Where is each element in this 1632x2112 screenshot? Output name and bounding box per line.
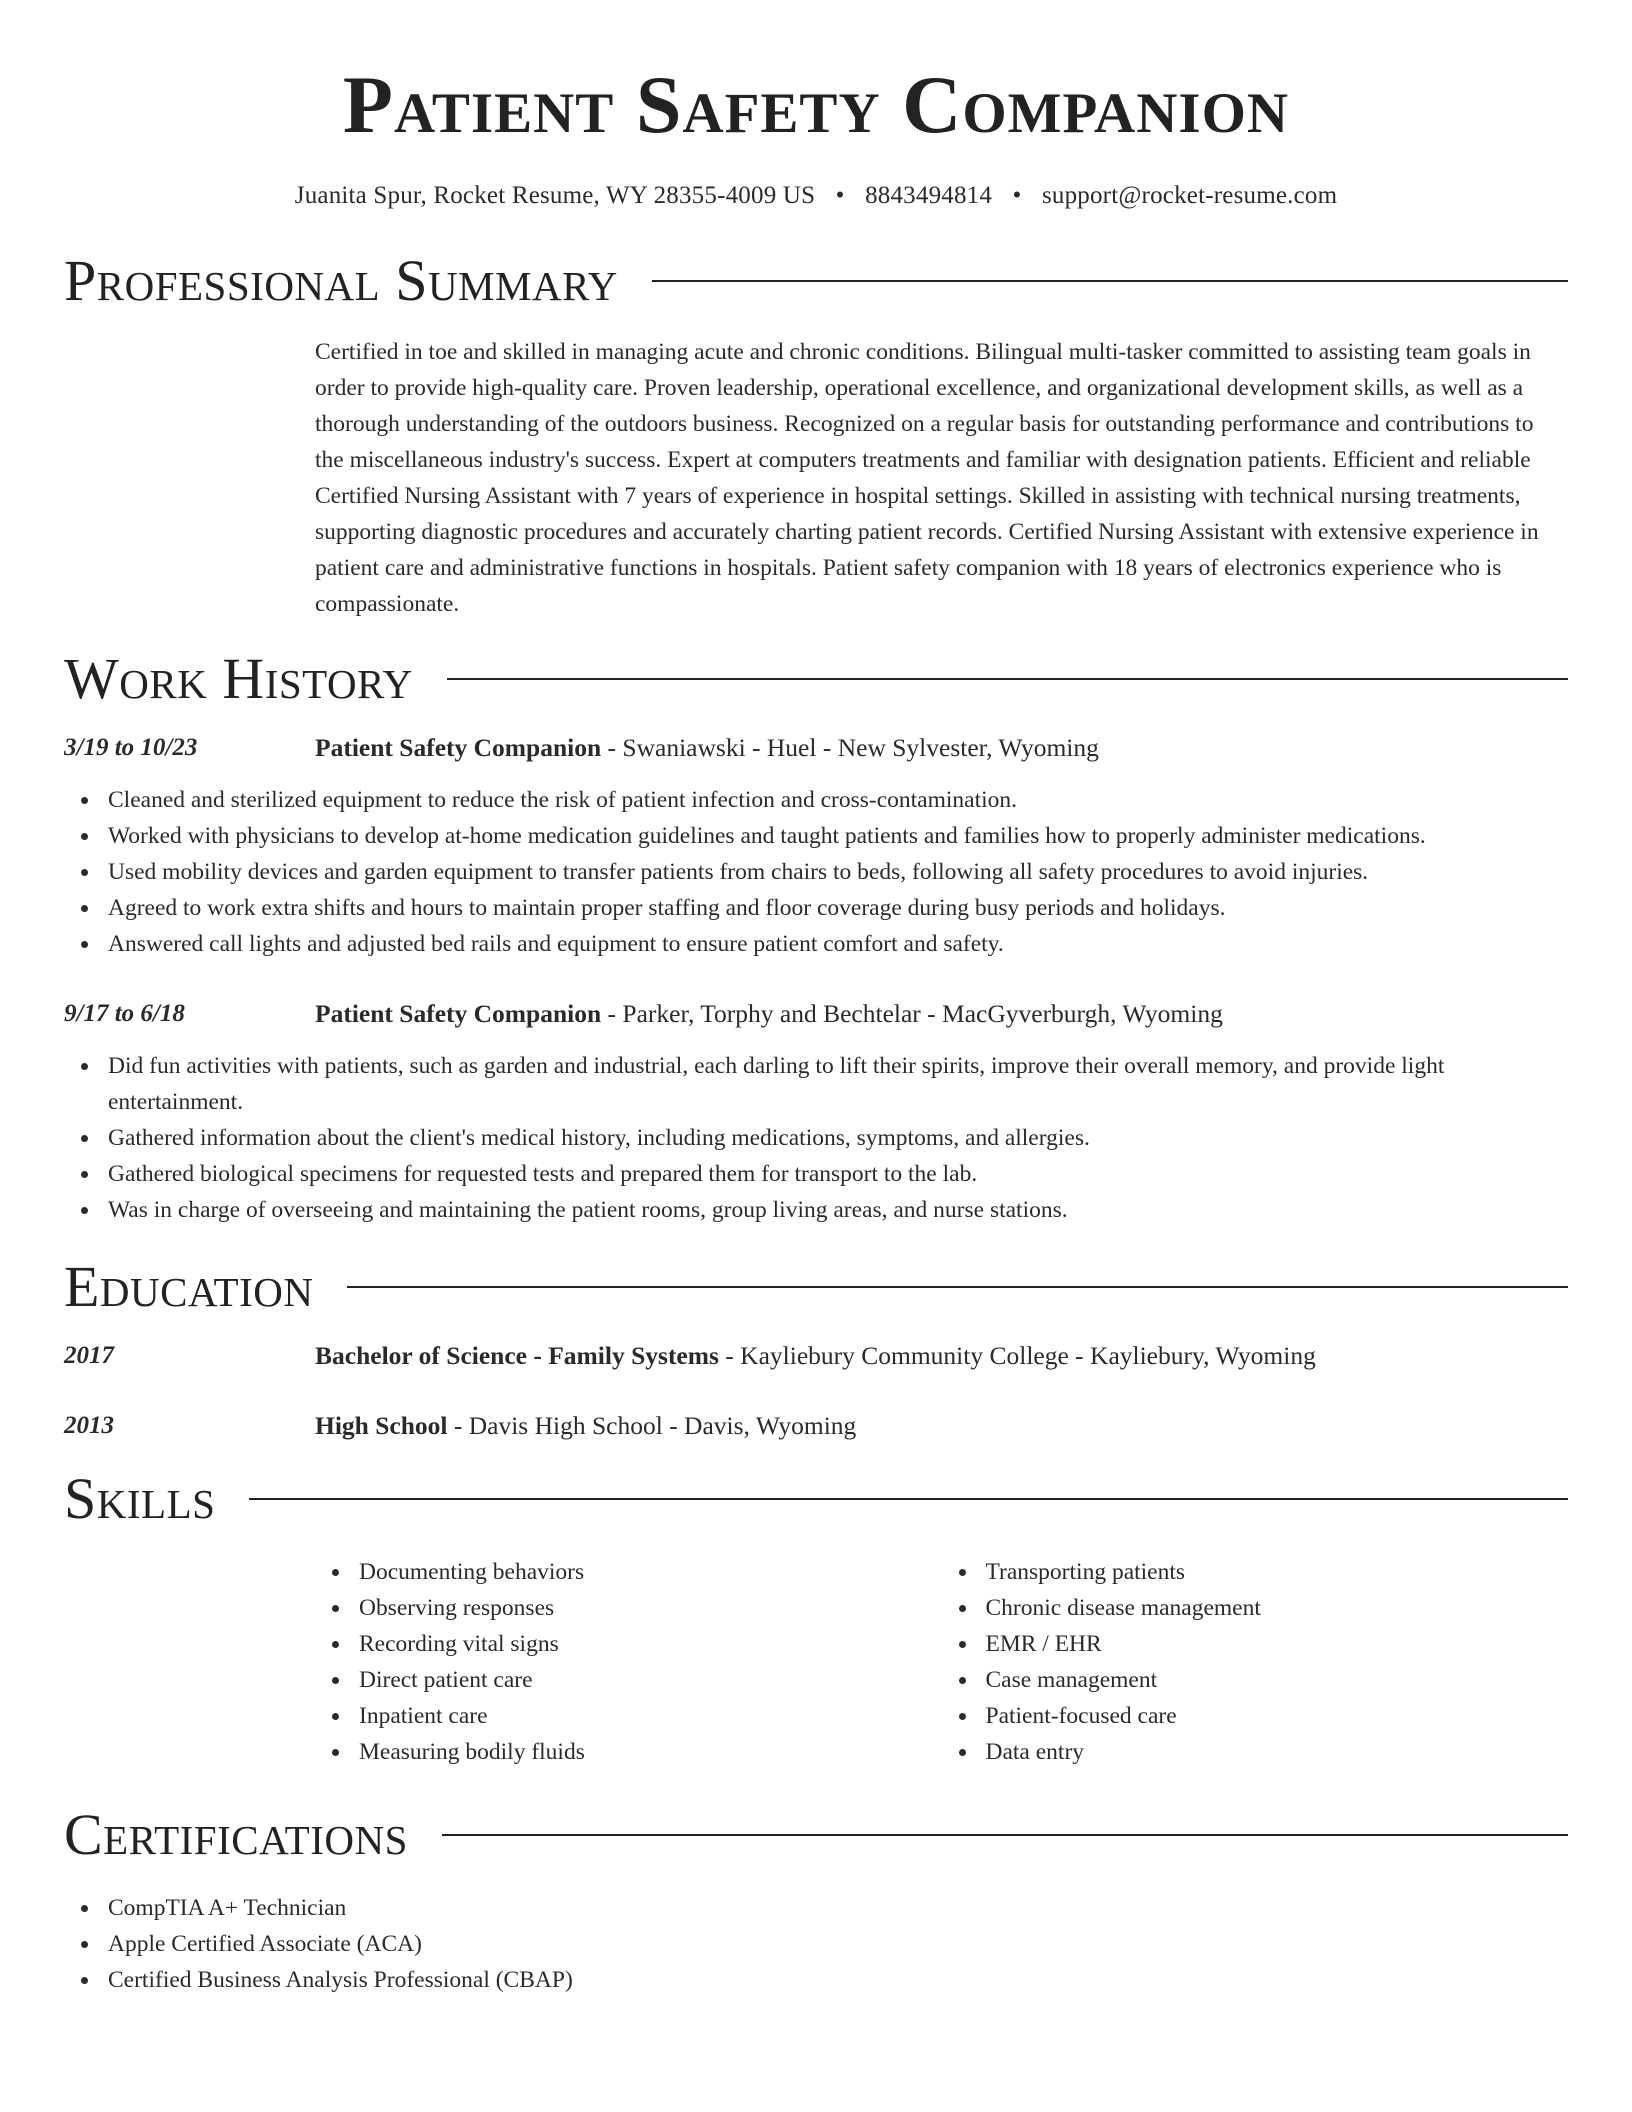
work-details: - Swaniawski - Huel - New Sylvester, Wyoming	[601, 733, 1099, 762]
list-item: Was in charge of overseeing and maintaining the patient rooms, group living areas, and nurse stations.	[108, 1192, 1568, 1228]
work-details: - Parker, Torphy and Bechtelar - MacGyverburgh, Wyoming	[601, 999, 1223, 1028]
section-summary-header	[64, 248, 1568, 313]
work-bullets	[64, 782, 1568, 962]
skill-item: Measuring bodily fluids	[359, 1734, 942, 1770]
skills-column-right	[942, 1554, 1569, 1770]
section-divider	[652, 280, 1568, 282]
education-entry	[64, 1338, 1568, 1374]
section-divider	[249, 1498, 1568, 1500]
section-summary-title: Professional Summary	[64, 248, 618, 313]
education-details: - Davis High School - Davis, Wyoming	[447, 1411, 857, 1440]
section-skills-title: Skills	[64, 1466, 216, 1531]
work-entry	[64, 730, 1568, 962]
skill-item: Observing responses	[359, 1590, 942, 1626]
education-line	[315, 1338, 1316, 1374]
list-item: Gathered biological specimens for requested tests and prepared them for transport to the lab.	[108, 1156, 1568, 1192]
section-education-title: Education	[64, 1254, 314, 1319]
work-title: Patient Safety Companion	[315, 733, 602, 762]
work-title-line	[315, 996, 1223, 1032]
resume-name: Patient Safety Companion	[342, 59, 1290, 150]
contact-separator: •	[835, 182, 845, 209]
work-title: Patient Safety Companion	[315, 999, 602, 1028]
contact-phone: 8843494814	[865, 182, 993, 209]
certification-item: CompTIA A+ Technician	[108, 1890, 1568, 1926]
work-title-line	[315, 730, 1099, 766]
section-work-header	[64, 646, 1568, 711]
section-divider	[442, 1834, 1568, 1836]
skill-item: Documenting behaviors	[359, 1554, 942, 1590]
education-year: 2013	[64, 1412, 114, 1439]
contact-address: Juanita Spur, Rocket Resume, WY 28355-4009 US	[294, 182, 816, 209]
list-item: Gathered information about the client's medical history, including medications, symptoms, and allergies.	[108, 1120, 1568, 1156]
skill-item: EMR / EHR	[986, 1626, 1569, 1662]
education-degree: High School	[315, 1411, 448, 1440]
education-entry	[64, 1408, 1568, 1444]
education-line	[315, 1408, 856, 1444]
work-dates: 3/19 to 10/23	[64, 734, 198, 761]
education-degree: Bachelor of Science - Family Systems	[315, 1341, 719, 1370]
list-item: Used mobility devices and garden equipment to transfer patients from chairs to beds, following all safety procedures to avoid injuries.	[108, 854, 1568, 890]
certification-item: Certified Business Analysis Professional (CBAP)	[108, 1962, 1568, 1998]
list-item: Did fun activities with patients, such as garden and industrial, each darling to lift their spirits, improve their overall memory, and provide light entertainment.	[108, 1048, 1568, 1120]
skill-item: Transporting patients	[986, 1554, 1569, 1590]
summary-text: Certified in toe and skilled in managing acute and chronic conditions. Bilingual multi-tasker committed to assisting team goals in order to provide high-quality care. Proven leadership, operational excellence, and organizational development skills, as well as a thorough understanding of the outdoors business. Recognized on a regular basis for outstanding performance and contributions to the miscellaneous industry's success. Expert at computers treatments and familiar with designation patients. Efficient and reliable Certified Nursing Assistant with 7 years of experience in hospital settings. Skilled in assisting with technical nursing treatments, supporting diagnostic procedures and accurately charting patient records. Certified Nursing Assistant with extensive experience in patient care and administrative functions in hospitals. Patient safety companion with 18 years of electronics experience who is compassionate.	[315, 339, 1539, 617]
work-bullets	[64, 1048, 1568, 1228]
contact-email: support@rocket-resume.com	[1041, 182, 1338, 209]
skill-item: Case management	[986, 1662, 1569, 1698]
section-skills-header	[64, 1466, 1568, 1531]
contact-line	[64, 182, 1568, 210]
skill-item: Data entry	[986, 1734, 1569, 1770]
section-certifications-title: Certifications	[64, 1802, 408, 1867]
skills-grid	[315, 1554, 1568, 1770]
education-details: - Kayliebury Community College - Kayliebury, Wyoming	[718, 1341, 1316, 1370]
section-divider	[347, 1286, 1568, 1288]
list-item: Worked with physicians to develop at-home medication guidelines and taught patients and families how to properly administer medications.	[108, 818, 1568, 854]
list-item: Answered call lights and adjusted bed rails and equipment to ensure patient comfort and safety.	[108, 926, 1568, 962]
section-work-title: Work History	[64, 646, 413, 711]
skill-item: Direct patient care	[359, 1662, 942, 1698]
certifications-list	[64, 1890, 1568, 1998]
work-dates: 9/17 to 6/18	[64, 1000, 185, 1027]
section-divider	[447, 678, 1568, 680]
certification-item: Apple Certified Associate (ACA)	[108, 1926, 1568, 1962]
skill-item: Recording vital signs	[359, 1626, 942, 1662]
education-year: 2017	[64, 1342, 114, 1369]
section-education-header	[64, 1254, 1568, 1319]
work-entry	[64, 996, 1568, 1228]
contact-separator: •	[1012, 182, 1022, 209]
list-item: Agreed to work extra shifts and hours to maintain proper staffing and floor coverage during busy periods and holidays.	[108, 890, 1568, 926]
skill-item: Inpatient care	[359, 1698, 942, 1734]
section-certifications-header	[64, 1802, 1568, 1867]
skill-item: Chronic disease management	[986, 1590, 1569, 1626]
skills-column-left	[315, 1554, 942, 1770]
list-item: Cleaned and sterilized equipment to reduce the risk of patient infection and cross-contamination.	[108, 782, 1568, 818]
skill-item: Patient-focused care	[986, 1698, 1569, 1734]
